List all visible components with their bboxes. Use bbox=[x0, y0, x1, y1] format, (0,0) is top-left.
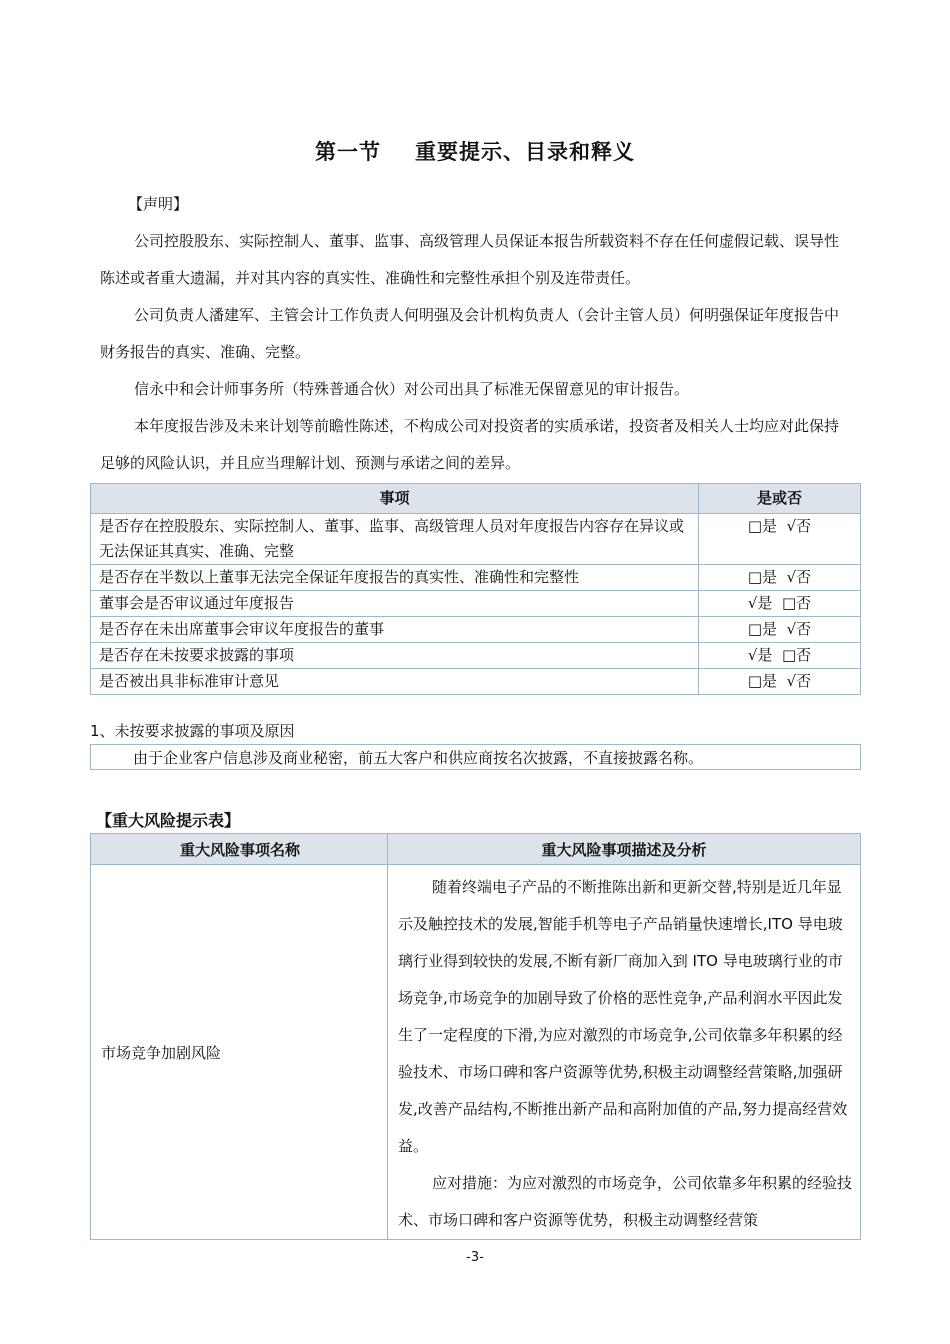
row-item: 是否存在半数以上董事无法完全保证年度报告的真实性、准确性和完整性 bbox=[91, 565, 699, 591]
table-row bbox=[91, 617, 861, 643]
row-item: 是否存在未出席董事会审议年度报告的董事 bbox=[91, 617, 699, 643]
row-answer: □是 √否 bbox=[699, 669, 861, 695]
section-number: 第一节 bbox=[315, 140, 381, 164]
section-name: 重要提示、目录和释义 bbox=[415, 140, 635, 164]
row-item: 是否存在控股股东、实际控制人、董事、监事、高级管理人员对年度报告内容存在异议或无法保证其真实、准确、完整 bbox=[91, 514, 699, 565]
section-title bbox=[0, 136, 950, 166]
risk-countermeasure: 应对措施：为应对激烈的市场竞争，公司依靠多年积累的经验技术、市场口碑和客户资源等优势，积极主动调整经营策 bbox=[398, 1174, 853, 1229]
column-header-item: 事项 bbox=[91, 484, 699, 514]
risk-analysis: 随着终端电子产品的不断推陈出新和更新交替,特别是近几年显示及触控技术的发展,智能手机等电子产品销量快速增长,ITO 导电玻璃行业得到较快的发展,不断有新厂商加入到 ITO 导电玻璃行业的市场竞争,市场竞争的加剧导致了价格的恶性竞争,产品利润水平因此发生了一定程度的下滑,为应对激烈的市场竞争,公司依靠多年积累的经验技术、市场口碑和客户资源等优势,积极主动调整经营策略,加强研发,改善产品结构,不断推出新产品和高附加值的产品,努力提高经营效益。 bbox=[398, 878, 848, 1155]
row-answer: □是 √否 bbox=[699, 514, 861, 565]
row-answer: □是 √否 bbox=[699, 565, 861, 591]
row-answer: □是 √否 bbox=[699, 617, 861, 643]
risk-table bbox=[90, 833, 861, 1240]
risk-table-heading: 【重大风险提示表】 bbox=[96, 811, 241, 830]
paragraph-auditor: 信永中和会计师事务所（特殊普通合伙）对公司出具了标准无保留意见的审计报告。 bbox=[134, 380, 690, 398]
risk-name: 市场竞争加剧风险 bbox=[91, 865, 388, 1240]
table-row bbox=[91, 669, 861, 695]
table-row bbox=[91, 514, 861, 565]
row-item: 是否存在未按要求披露的事项 bbox=[91, 643, 699, 669]
paragraph-responsible: 公司负责人潘建军、主管会计工作负责人何明强及会计机构负责人（会计主管人员）何明强保证年度报告中财务报告的真实、准确、完整。 bbox=[100, 306, 840, 361]
risk-description bbox=[388, 865, 861, 1240]
no-mark: √ bbox=[786, 517, 797, 535]
column-header-yes-no: 是或否 bbox=[699, 484, 861, 514]
column-header-risk-name: 重大风险事项名称 bbox=[91, 834, 388, 865]
table-row bbox=[91, 865, 861, 1240]
row-item: 董事会是否审议通过年度报告 bbox=[91, 591, 699, 617]
declaration-heading: 【声明】 bbox=[128, 195, 189, 213]
paragraph-accuracy: 公司控股股东、实际控制人、董事、监事、高级管理人员保证本报告所载资料不存在任何虚假记载、误导性陈述或者重大遗漏，并对其内容的真实性、准确性和完整性承担个别及连带责任。 bbox=[100, 232, 840, 287]
row-answer: √是 □否 bbox=[699, 643, 861, 669]
page-number: -3- bbox=[466, 1250, 484, 1265]
confirmation-table bbox=[90, 483, 861, 695]
yes-mark: □ bbox=[747, 517, 763, 535]
table-row bbox=[91, 565, 861, 591]
paragraph-forward-looking: 本年度报告涉及未来计划等前瞻性陈述，不构成公司对投资者的实质承诺，投资者及相关人士均应对此保持足够的风险认识，并且应当理解计划、预测与承诺之间的差异。 bbox=[100, 417, 840, 472]
undisclosed-reason: 由于企业客户信息涉及商业秘密，前五大客户和供应商按名次披露，不直接披露名称。 bbox=[91, 745, 861, 770]
table-row bbox=[91, 643, 861, 669]
table-row bbox=[91, 591, 861, 617]
row-item: 是否被出具非标准审计意见 bbox=[91, 669, 699, 695]
undisclosed-heading: 1、未按要求披露的事项及原因 bbox=[90, 722, 295, 740]
column-header-risk-desc: 重大风险事项描述及分析 bbox=[388, 834, 861, 865]
undisclosed-table bbox=[90, 744, 861, 770]
row-answer: √是 □否 bbox=[699, 591, 861, 617]
